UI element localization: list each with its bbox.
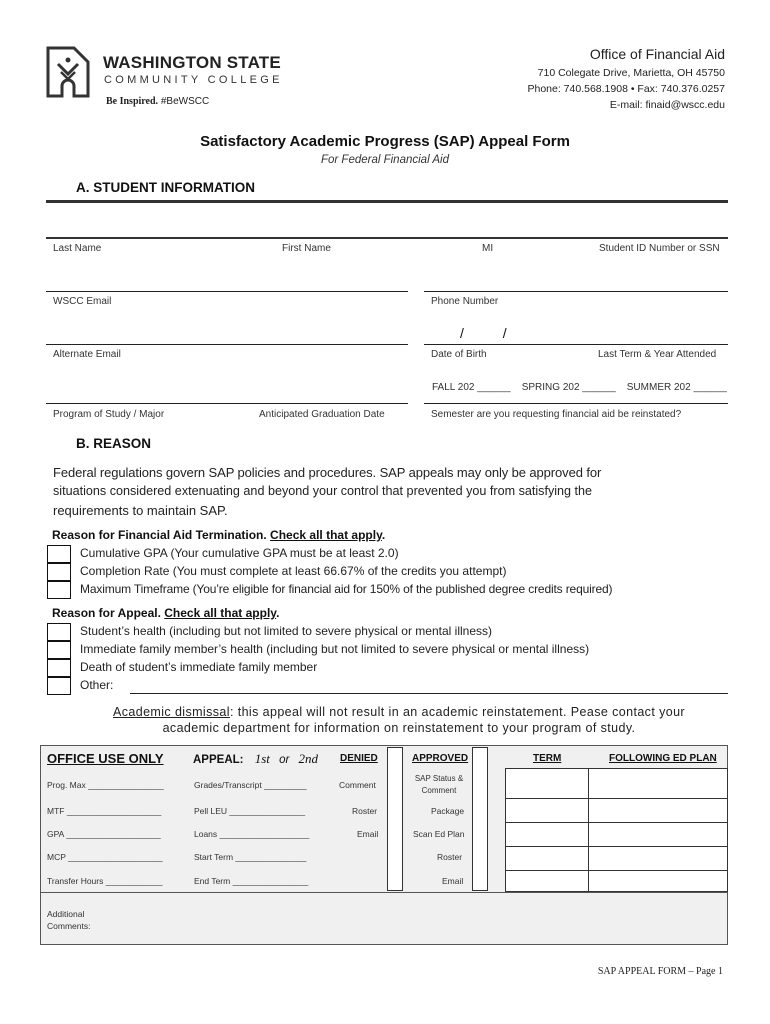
checkbox-completion[interactable] xyxy=(47,563,71,581)
prog-max-field[interactable]: Prog. Max ________________ xyxy=(47,780,164,790)
student-id-label[interactable]: Student ID Number or SSN xyxy=(599,243,720,254)
dismissal-label: Academic dismissal xyxy=(112,705,230,719)
form-subtitle: For Federal Financial Aid xyxy=(320,154,450,166)
tagline xyxy=(106,96,209,107)
hashtag: #BeWSCC xyxy=(160,96,210,107)
appeal-check-all-note: Check all that apply xyxy=(164,606,277,620)
phone-label[interactable]: Phone Number xyxy=(431,296,499,307)
office-phone-fax: Phone: 740.568.1908 • Fax: 740.376.0257 xyxy=(527,83,725,95)
following-ed-plan-header: FOLLOWING ED PLAN xyxy=(609,753,717,764)
reason-line-3: requirements to maintain SAP. xyxy=(53,503,228,518)
termination-heading-text: Reason for Financial Aid Termination. xyxy=(52,528,267,542)
approved-email: Email xyxy=(442,876,464,886)
appeal-death: Death of student’s immediate family member xyxy=(80,660,318,674)
end-term-field[interactable]: End Term ________________ xyxy=(194,876,309,886)
section-a-rule xyxy=(46,200,728,203)
office-use-title: OFFICE USE ONLY xyxy=(47,751,164,766)
other-input-line[interactable] xyxy=(130,693,728,694)
appeal-family-health: Immediate family member’s health (including but not limited to severe physical or mental illness) xyxy=(80,642,590,656)
checkbox-gpa[interactable] xyxy=(47,545,71,563)
office-name: Office of Financial Aid xyxy=(589,46,725,62)
college-subname: COMMUNITY COLLEGE xyxy=(104,74,283,86)
termination-gpa: Cumulative GPA (Your cumulative GPA must be at least 2.0) xyxy=(80,546,399,560)
form-title: Satisfactory Academic Progress (SAP) Appeal Form xyxy=(200,133,570,150)
approved-sap-status xyxy=(412,773,466,797)
additional-label: Additional xyxy=(47,909,85,919)
dob-label[interactable]: Date of Birth xyxy=(431,349,487,360)
start-term-field[interactable]: Start Term _______________ xyxy=(194,852,307,862)
office-email: E-mail: finaid@wscc.edu xyxy=(609,99,725,111)
comments-divider xyxy=(40,892,728,893)
checkbox-death[interactable] xyxy=(47,659,71,677)
reason-line-1: Federal regulations govern SAP policies and procedures. SAP appeals may only be approved for xyxy=(53,465,602,480)
denied-email: Email xyxy=(357,829,379,839)
page-footer: SAP APPEAL FORM – Page 1 xyxy=(597,966,723,977)
first-name-label[interactable]: First Name xyxy=(282,243,331,254)
appeal-label: APPEAL: xyxy=(193,754,244,766)
college-logo-mark-icon xyxy=(44,46,92,98)
dob-slashes: / / xyxy=(460,325,507,341)
semester-question[interactable]: Semester are you requesting financial aid be reinstated? xyxy=(431,409,682,420)
checkbox-other[interactable] xyxy=(47,677,71,695)
mtf-field[interactable]: MTF ____________________ xyxy=(47,806,162,816)
college-name: WASHINGTON STATE xyxy=(103,53,281,72)
program-line xyxy=(46,403,408,404)
denied-header: DENIED xyxy=(340,753,378,764)
tagline-bold: Be Inspired. xyxy=(106,96,159,107)
last-term-label[interactable]: Last Term & Year Attended xyxy=(598,349,717,360)
check-all-note: Check all that apply xyxy=(270,528,382,542)
appeal-heading-text: Reason for Appeal. xyxy=(52,606,161,620)
appeal-student-health: Student’s health (including but not limited to severe physical or mental illness) xyxy=(80,624,492,638)
dismissal-text: : this appeal will not result in an academic reinstatement. Pease contact your xyxy=(229,705,685,719)
comments-label: Comments: xyxy=(47,921,91,931)
pell-leu-field[interactable]: Pell LEU ________________ xyxy=(194,806,306,816)
denied-comment: Comment xyxy=(339,780,376,790)
name-row-line xyxy=(46,237,728,239)
term-year-blanks[interactable]: FALL 202 ______ SPRING 202 ______ SUMMER 202 ______ xyxy=(432,382,727,393)
termination-heading: Reason for Financial Aid Termination. Check all that apply. xyxy=(52,528,386,542)
appeal-other: Other: xyxy=(80,678,114,692)
loans-field[interactable]: Loans ___________________ xyxy=(194,829,310,839)
office-address: 710 Colegate Drive, Marietta, OH 45750 xyxy=(537,67,725,79)
denied-roster: Roster xyxy=(352,806,378,816)
termination-timeframe: Maximum Timeframe (You’re eligible for financial aid for 150% of the published degree credits required) xyxy=(80,582,613,596)
additional-comments[interactable] xyxy=(47,908,90,932)
approved-sap-status-line1: SAP Status & xyxy=(414,774,464,783)
grades-transcript-field[interactable]: Grades/Transcript _________ xyxy=(194,780,307,790)
section-b-heading: B. REASON xyxy=(76,436,152,451)
checkbox-timeframe[interactable] xyxy=(47,581,71,599)
appeal-second[interactable]: 2nd xyxy=(298,751,318,766)
section-a-heading: A. STUDENT INFORMATION xyxy=(76,180,255,195)
transfer-hours-field[interactable]: Transfer Hours ____________ xyxy=(47,876,163,886)
dob-line xyxy=(424,344,728,345)
wscc-email-line xyxy=(46,291,408,292)
last-name-label[interactable]: Last Name xyxy=(53,243,102,254)
program-label[interactable]: Program of Study / Major xyxy=(53,409,165,420)
approved-header: APPROVED xyxy=(412,753,469,764)
dismissal-line-2: academic department for information on reinstatement to your program of study. xyxy=(162,721,636,735)
dismissal-line-1 xyxy=(40,704,758,720)
checkbox-student-health[interactable] xyxy=(47,623,71,641)
reason-paragraph xyxy=(53,463,733,520)
appeal-or: or xyxy=(279,754,290,766)
mcp-field[interactable]: MCP ____________________ xyxy=(47,852,163,862)
approved-package: Package xyxy=(431,806,465,816)
grad-date-label[interactable]: Anticipated Graduation Date xyxy=(259,409,385,420)
termination-completion: Completion Rate (You must complete at least 66.67% of the credits you attempt) xyxy=(80,564,507,578)
appeal-first[interactable]: 1st xyxy=(254,751,270,766)
denied-checkbox-column[interactable] xyxy=(387,747,403,891)
approved-sap-status-line2: Comment xyxy=(421,786,457,795)
term-header: TERM xyxy=(533,753,562,764)
office-info xyxy=(527,46,725,111)
mi-label[interactable]: MI xyxy=(482,243,494,254)
approved-scan-ed-plan: Scan Ed Plan xyxy=(413,829,465,839)
approved-checkbox-column[interactable] xyxy=(472,747,488,891)
alt-email-label[interactable]: Alternate Email xyxy=(53,349,121,360)
alt-email-line xyxy=(46,344,408,345)
wscc-email-label[interactable]: WSCC Email xyxy=(53,296,112,307)
checkbox-family-health[interactable] xyxy=(47,641,71,659)
reason-line-2: situations considered extenuating and beyond your control that prevented you from satisfying the xyxy=(53,484,593,498)
approved-roster: Roster xyxy=(437,852,463,862)
term-grid[interactable] xyxy=(505,768,728,892)
academic-dismissal-note xyxy=(40,704,758,736)
gpa-field[interactable]: GPA ____________________ xyxy=(47,829,161,839)
appeal-row xyxy=(193,751,318,767)
college-logo xyxy=(44,46,92,98)
appeal-heading: Reason for Appeal. Check all that apply. xyxy=(52,606,280,620)
semester-line xyxy=(424,403,728,404)
phone-line xyxy=(424,291,728,292)
